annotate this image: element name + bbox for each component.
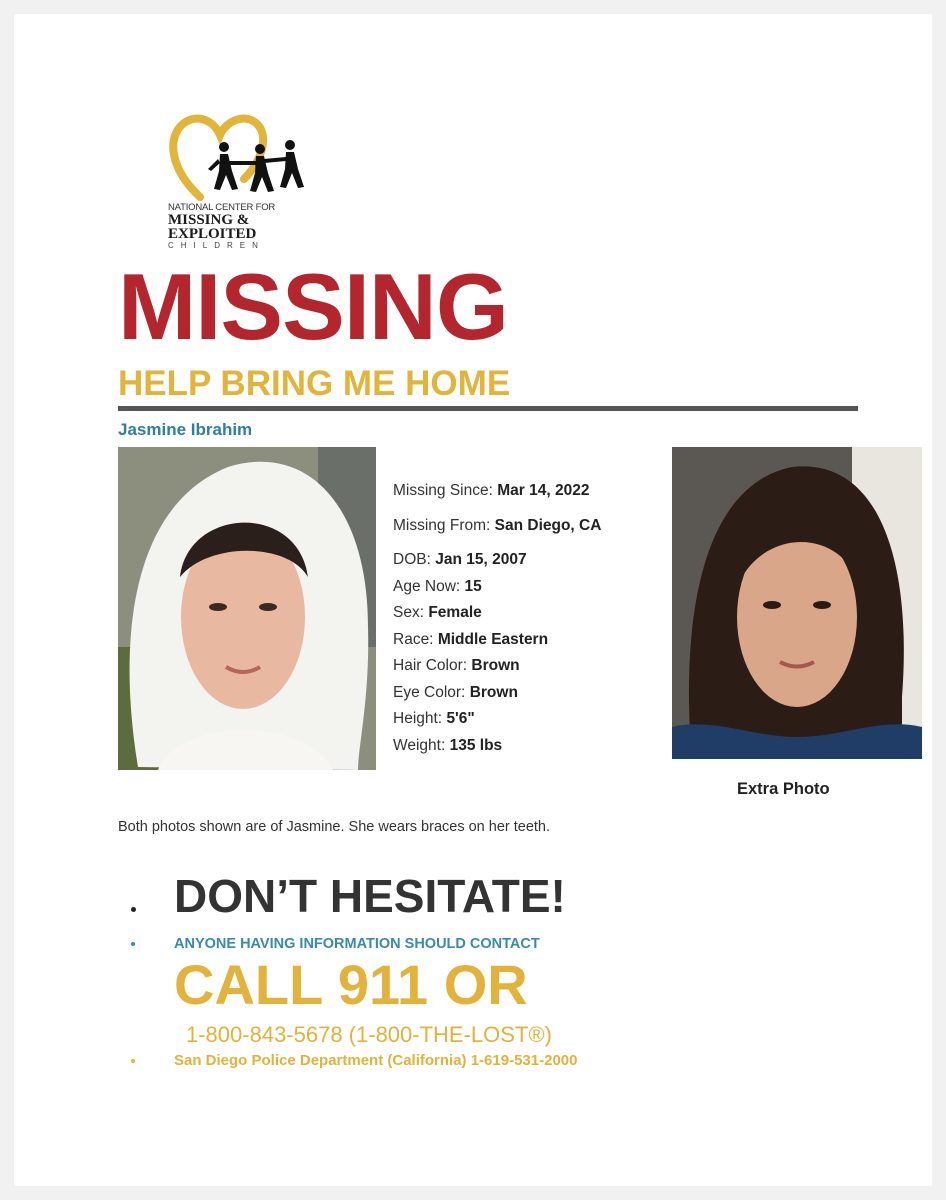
contact-instruction: ANYONE HAVING INFORMATION SHOULD CONTACT (174, 936, 540, 952)
bullet-dot (131, 907, 136, 912)
eye-color-row (393, 684, 601, 711)
primary-photo (118, 447, 376, 770)
ncmec-logo-text (168, 202, 328, 250)
divider (118, 406, 858, 411)
eye-color-value: Brown (469, 683, 518, 701)
age-value: 15 (464, 577, 482, 595)
age-label: Age Now: (393, 577, 461, 595)
height-row (393, 710, 601, 737)
call-911-heading: CALL 911 OR (174, 953, 528, 1016)
photo-note: Both photos shown are of Jasmine. She wears braces on her teeth. (118, 819, 551, 835)
missing-since-row (393, 482, 601, 509)
sex-value: Female (428, 604, 482, 621)
missing-poster (14, 14, 932, 1186)
missing-from-value: San Diego, CA (494, 516, 602, 534)
missing-since-label: Missing Since: (393, 482, 493, 499)
org-name-line3: EXPLOITED (168, 226, 257, 242)
missing-from-row (393, 517, 601, 544)
hair-color-row (393, 657, 601, 684)
extra-photo (672, 447, 922, 759)
bullet-dot (131, 1059, 135, 1063)
race-value: Middle Eastern (437, 630, 549, 648)
height-value: 5'6" (446, 710, 475, 727)
sex-row (393, 604, 601, 631)
age-row (393, 578, 601, 605)
hair-color-label: Hair Color: (393, 657, 468, 674)
race-label: Race: (393, 630, 434, 648)
weight-label: Weight: (393, 736, 446, 754)
weight-value: 135 lbs (449, 736, 503, 754)
org-name-line4: CHILDREN (168, 241, 265, 250)
hotline-number: 1-800-843-5678 (1-800-THE-LOST®) (186, 1022, 552, 1047)
bullet-dot (131, 942, 135, 946)
sex-label: Sex: (393, 604, 425, 621)
dob-row (393, 551, 601, 578)
eye-color-label: Eye Color: (393, 683, 466, 701)
details-list (393, 482, 601, 763)
race-row (393, 631, 601, 658)
extra-photo-caption: Extra Photo (737, 780, 830, 798)
police-contact: San Diego Police Department (California) 1-619-531-2000 (174, 1052, 578, 1069)
height-label: Height: (393, 710, 443, 727)
missing-headline: MISSING (118, 254, 508, 359)
missing-from-label: Missing From: (393, 516, 491, 534)
hair-color-value: Brown (471, 657, 520, 674)
org-name-line1: NATIONAL CENTER FOR (168, 202, 276, 213)
org-name-line2: MISSING & (168, 212, 250, 228)
weight-row (393, 737, 601, 764)
missing-since-value: Mar 14, 2022 (497, 482, 590, 499)
help-bring-me-home-subhead: HELP BRING ME HOME (118, 364, 511, 403)
dob-value: Jan 15, 2007 (435, 551, 527, 568)
dont-hesitate-heading: DON’T HESITATE! (174, 870, 566, 922)
dob-label: DOB: (393, 551, 431, 568)
person-name: Jasmine Ibrahim (118, 420, 253, 439)
